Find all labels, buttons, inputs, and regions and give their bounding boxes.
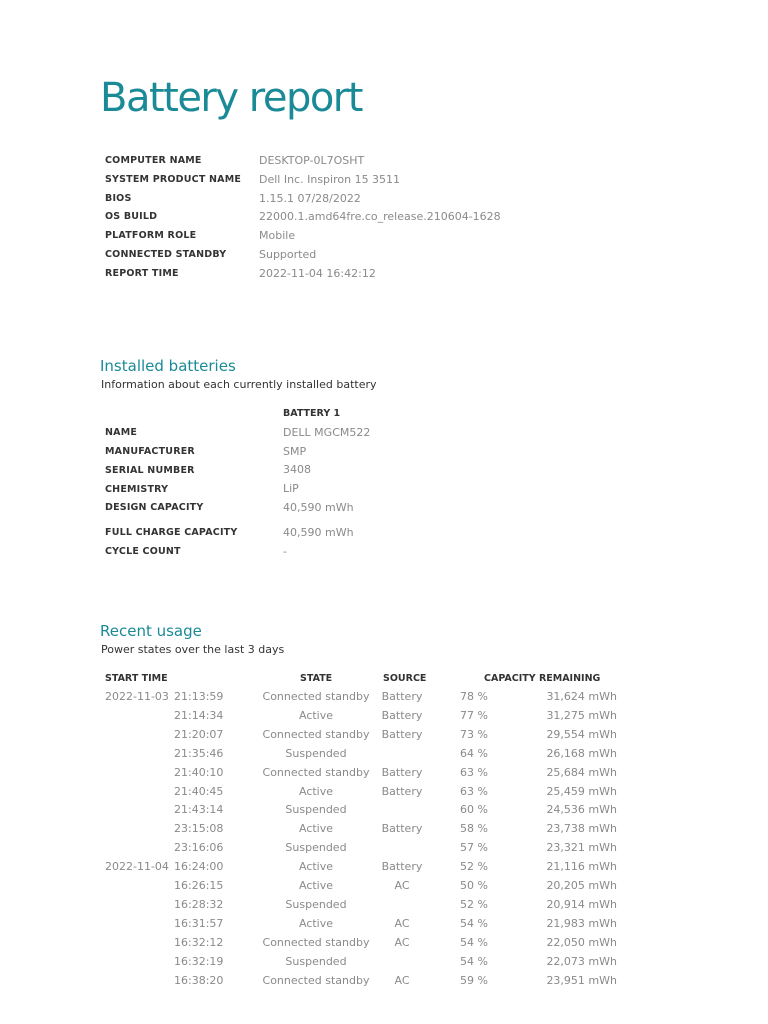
row-source: Battery [381,784,423,798]
row-time: 21:20:07 [174,727,224,741]
row-capacity: 31,275 mWh [546,708,617,722]
row-capacity: 31,624 mWh [546,690,617,703]
column-header-state: STATE [300,673,333,684]
row-source: AC [394,973,410,987]
row-time: 21:40:45 [174,784,224,798]
page-title: Battery report [100,75,362,121]
row-time: 16:26:15 [174,879,224,892]
row-source: Battery [381,708,423,722]
info-label: OS BUILD [105,211,158,222]
row-source: AC [394,935,410,949]
row-state: Active [298,916,334,930]
battery-value: LiP [283,482,299,495]
row-percent: 77 % [460,708,488,722]
table-row [0,690,768,709]
recent-usage-title: Recent usage [100,622,202,640]
info-value: 2022-11-04 16:42:12 [259,267,376,280]
table-row [0,785,768,804]
row-percent: 64 % [460,746,488,760]
row-percent: 63 % [460,784,488,798]
row-time: 16:31:57 [174,916,224,930]
row-state: Suspended [285,897,347,911]
row-capacity: 24,536 mWh [546,803,617,817]
info-value: Dell Inc. Inspiron 15 3511 [259,173,401,186]
row-percent: 52 % [460,860,488,874]
row-percent: 63 % [460,765,488,779]
battery-value: DELL MGCM522 [283,426,371,439]
row-state: Active [298,879,334,892]
row-source: Battery [381,822,423,836]
row-state: Active [298,822,334,836]
row-time: 16:38:20 [174,973,224,987]
column-header-capacity: CAPACITY REMAINING [484,673,601,684]
row-source: AC [394,879,410,892]
row-capacity: 23,951 mWh [546,973,617,987]
row-time: 21:40:10 [174,765,224,779]
info-value: Mobile [259,229,296,242]
row-capacity: 21,983 mWh [546,916,617,930]
table-row [0,879,768,898]
info-value: Supported [259,248,317,261]
info-label: BIOS [105,193,132,204]
row-time: 21:43:14 [174,803,224,817]
table-row [0,841,768,860]
info-label: PLATFORM ROLE [105,230,197,241]
info-label: CONNECTED STANDBY [105,249,227,260]
table-row [0,917,768,936]
column-header-start-time: START TIME [105,673,168,684]
row-state: Suspended [285,746,347,760]
row-capacity: 25,684 mWh [546,765,617,779]
row-state: Active [298,784,334,798]
table-row [0,955,768,974]
row-time: 23:16:06 [174,841,224,855]
table-row [0,728,768,747]
row-capacity: 26,168 mWh [546,746,617,760]
row-time: 23:15:08 [174,822,224,836]
battery-value: 3408 [283,463,311,476]
table-row [0,822,768,841]
row-capacity: 23,738 mWh [546,822,617,836]
battery-value: SMP [283,445,307,458]
row-percent: 59 % [460,973,488,987]
row-state: Active [298,708,334,722]
row-percent: 57 % [460,841,488,855]
row-percent: 52 % [460,897,488,911]
table-row [0,974,768,993]
row-state: Suspended [285,841,347,855]
battery-value: - [283,545,287,558]
row-capacity: 20,914 mWh [546,897,617,911]
row-time: 21:14:34 [174,708,224,722]
row-capacity: 22,073 mWh [546,954,617,968]
info-label: SYSTEM PRODUCT NAME [105,174,242,185]
row-source: Battery [381,690,423,703]
row-time: 16:24:00 [174,860,224,874]
row-date: 2022-11-03 [105,690,169,703]
battery-label: CHEMISTRY [105,484,169,495]
row-capacity: 25,459 mWh [546,784,617,798]
row-capacity: 22,050 mWh [546,935,617,949]
row-time: 16:32:12 [174,935,224,949]
battery-value: 40,590 mWh [283,501,354,514]
row-percent: 54 % [460,935,488,949]
row-date: 2022-11-04 [105,860,169,874]
table-row [0,936,768,955]
row-state: Connected standby [262,690,370,703]
info-value: 22000.1.amd64fre.co_release.210604-1628 [259,210,501,223]
row-percent: 58 % [460,822,488,836]
battery-label: FULL CHARGE CAPACITY [105,527,238,538]
row-percent: 60 % [460,803,488,817]
installed-batteries-title: Installed batteries [100,357,236,375]
row-source: Battery [381,727,423,741]
table-row [0,860,768,879]
row-capacity: 21,116 mWh [546,860,617,874]
row-source: Battery [381,765,423,779]
battery-label: SERIAL NUMBER [105,465,195,476]
info-label: REPORT TIME [105,268,179,279]
row-percent: 54 % [460,916,488,930]
row-source: Battery [381,860,423,874]
row-capacity: 20,205 mWh [546,879,617,892]
info-value: DESKTOP-0L7OSHT [259,154,365,167]
battery-value: 40,590 mWh [283,526,354,539]
battery-label: CYCLE COUNT [105,546,181,557]
recent-usage-description: Power states over the last 3 days [101,643,285,656]
info-value: 1.15.1 07/28/2022 [259,192,361,205]
row-time: 16:32:19 [174,954,224,968]
row-state: Suspended [285,954,347,968]
table-row [0,709,768,728]
table-row [0,803,768,822]
battery-column-header: BATTERY 1 [283,408,341,419]
table-row [0,898,768,917]
row-state: Connected standby [262,935,370,949]
row-state: Suspended [285,803,347,817]
row-capacity: 29,554 mWh [546,727,617,741]
row-time: 16:28:32 [174,897,224,911]
row-percent: 54 % [460,954,488,968]
table-row [0,747,768,766]
row-time: 21:35:46 [174,746,224,760]
column-header-source: SOURCE [383,673,427,684]
row-percent: 78 % [460,690,488,703]
battery-label: NAME [105,427,138,438]
row-state: Active [298,860,334,874]
row-state: Connected standby [262,765,370,779]
row-source: AC [394,916,410,930]
info-label: COMPUTER NAME [105,155,202,166]
row-state: Connected standby [262,973,370,987]
row-time: 21:13:59 [174,690,224,703]
row-capacity: 23,321 mWh [546,841,617,855]
installed-batteries-description: Information about each currently installed battery [101,378,377,391]
row-percent: 50 % [460,879,488,892]
row-state: Connected standby [262,727,370,741]
table-row [0,766,768,785]
row-percent: 73 % [460,727,488,741]
battery-label: DESIGN CAPACITY [105,502,204,513]
battery-label: MANUFACTURER [105,446,195,457]
